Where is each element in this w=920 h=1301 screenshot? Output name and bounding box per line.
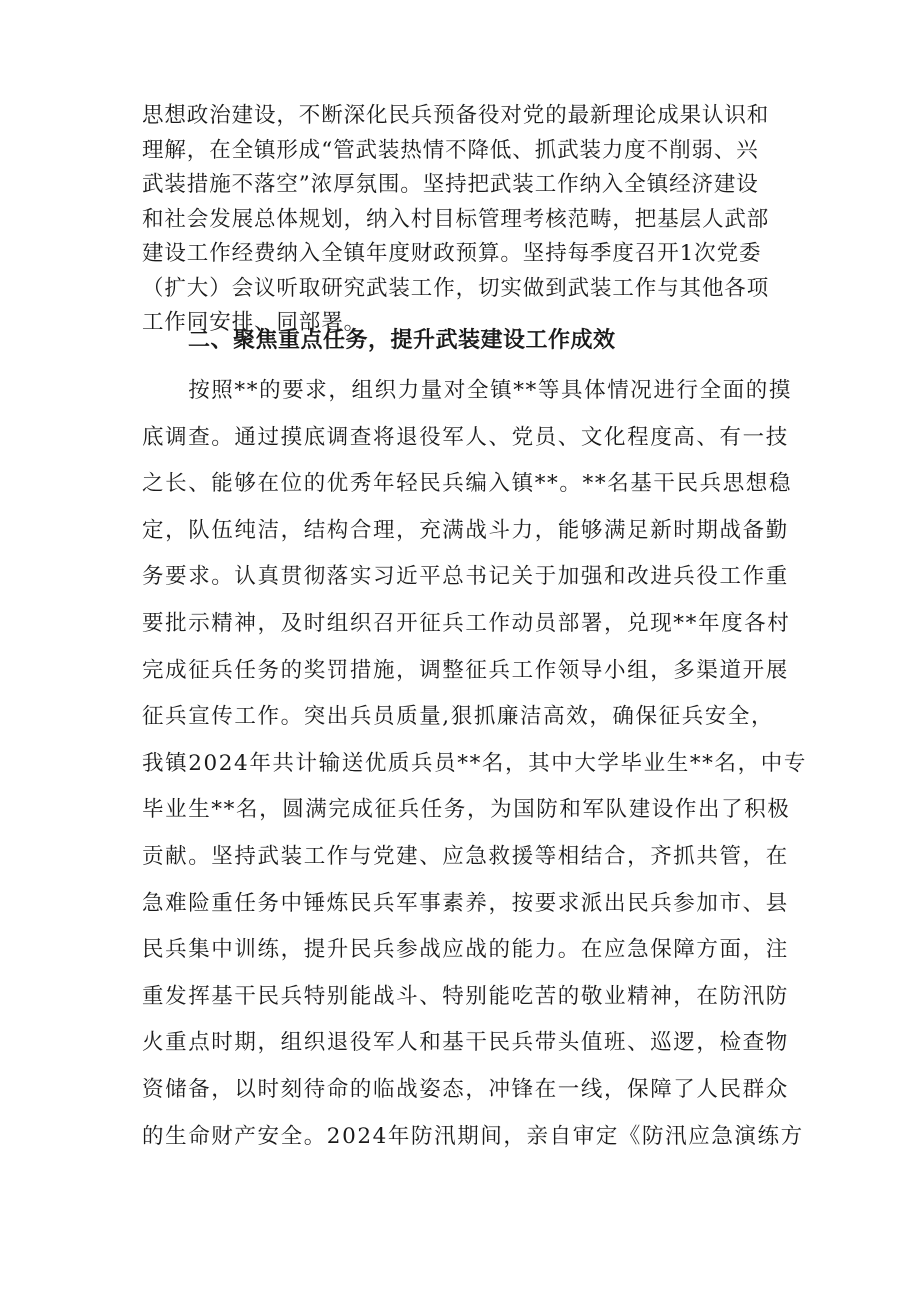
paragraph-line: 完成征兵任务的奖罚措施，调整征兵工作领导小组，多渠道开展 [142,657,789,683]
paragraph-line: 理解，在全镇形成“管武装热情不降低、抓武装力度不削弱、兴 [142,137,759,163]
paragraph-line: 之长、能够在位的优秀年轻民兵编入镇**。**名基干民兵思想稳 [142,471,793,497]
paragraph-line: 建设工作经费纳入全镇年度财政预算。坚持每季度召开1次党委 [142,241,762,266]
paragraph-line: 工作同安排、同部署。 [142,310,367,335]
paragraph-line: 我镇2024年共计输送优质兵员**名，其中大学毕业生**名，中专 [142,750,807,776]
paragraph-line: 贡献。坚持武装工作与党建、应急救援等相结合，齐抓共管，在 [142,843,789,869]
paragraph-line: 民兵集中训练，提升民兵参战应战的能力。在应急保障方面，注 [142,937,789,963]
paragraph-line: （扩大）会议听取研究武装工作，切实做到武装工作与其他各项 [142,275,770,301]
paragraph-line: 要批示精神，及时组织召开征兵工作动员部署，兑现**年度各村 [142,610,791,636]
paragraph-line: 定，队伍纯洁，结构合理，充满战斗力，能够满足新时期战备勤 [142,517,789,543]
body-paragraph-1 [142,99,782,341]
paragraph-line: 火重点时期，组织退役军人和基干民兵带头值班、巡逻，检查物 [142,1030,789,1056]
paragraph-line: 毕业生**名，圆满完成征兵任务，为国防和军队建设作出了积极 [142,797,791,823]
body-paragraph-2 [142,368,807,1160]
section-heading: 二、聚焦重点任务，提升武装建设工作成效 [188,328,616,353]
paragraph-line: 思想政治建设，不断深化民兵预备役对党的最新理论成果认识和 [142,103,770,128]
paragraph-line: 重发挥基干民兵特别能战斗、特别能吃苦的敬业精神，在防汛防 [142,983,789,1009]
paragraph-line: 资储备，以时刻待命的临战姿态，冲锋在一线，保障了人民群众 [142,1076,789,1102]
paragraph-line: 务要求。认真贯彻落实习近平总书记关于加强和改进兵役工作重 [142,564,789,590]
paragraph-line: 急难险重任务中锤炼民兵军事素养，按要求派出民兵参加市、县 [142,890,789,916]
paragraph-line: 和社会发展总体规划，纳入村目标管理考核范畴，把基层人武部 [142,206,770,232]
paragraph-line: 征兵宣传工作。突出兵员质量,狠抓廉洁高效，确保征兵安全， [142,704,775,730]
paragraph-line: 按照**的要求，组织力量对全镇**等具体情况进行全面的摸 [142,378,793,403]
paragraph-line: 的生命财产安全。2024年防汛期间，亲自审定《防汛应急演练方 [142,1123,804,1149]
paragraph-line: 武装措施不落空”浓厚氛围。坚持把武装工作纳入全镇经济建设 [142,172,759,197]
paragraph-line: 底调查。通过摸底调查将退役军人、党员、文化程度高、有一技 [142,424,789,450]
